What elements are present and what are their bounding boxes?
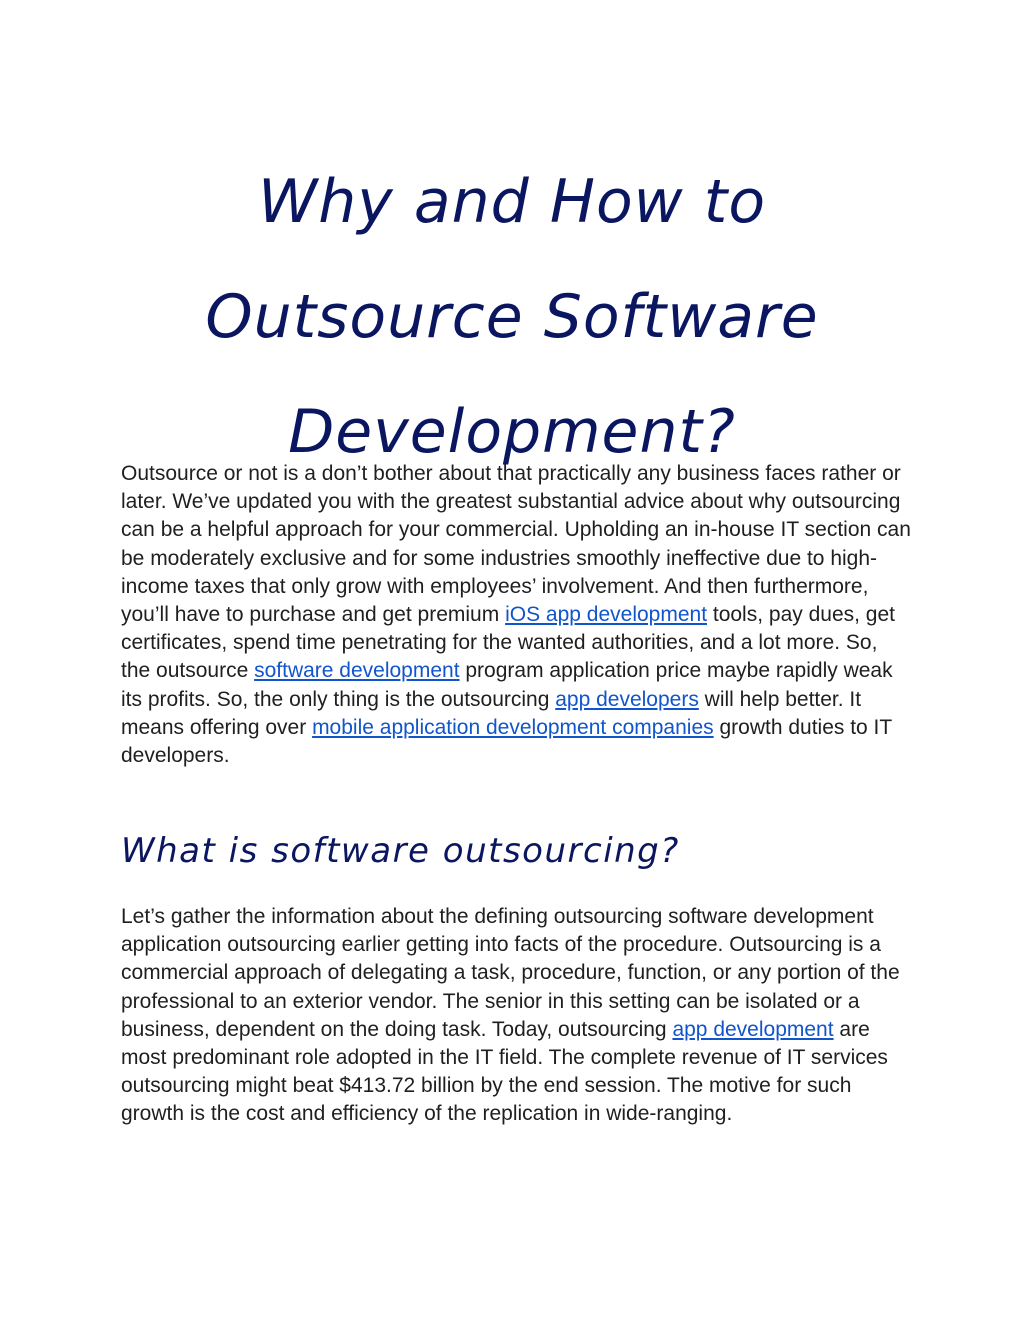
intro-paragraph [121, 460, 911, 770]
title-line-2: Outsource Software [205, 282, 819, 352]
intro-text-3: program application price maybe rapidly weak its profits. So, the only thing is the outsourcing [121, 659, 893, 711]
section-heading: What is software outsourcing? [121, 831, 680, 871]
mobile-application-development-companies-link[interactable]: mobile application development companies [312, 715, 714, 739]
intro-text-2: tools, pay dues, get certificates, spend time penetrating for the wanted authorities, and a lot more. So, the outsource [121, 603, 895, 683]
app-development-link[interactable]: app development [672, 1017, 834, 1041]
section-text-1: Let’s gather the information about the defining outsourcing software development application outsourcing earlier getting into facts of the procedure. Outsourcing is a commercial approach of delegating a task, procedure, function, or any portion of the professional to an exterior vendor. The senior in this setting can be isolated or a business, dependent on the doing task. Today, outsourcing [121, 905, 900, 1041]
software-development-link[interactable]: software development [254, 659, 460, 683]
section-text-2: are most predominant role adopted in the IT field. The complete revenue of IT services outsourcing might beat $413.72 billion by the end session. The motive for such growth is the cost and efficiency of the replication in wide-ranging. [121, 1017, 888, 1126]
intro-text-4: will help better. It means offering over [121, 687, 862, 739]
title-line-3: Development? [288, 397, 736, 467]
page-title [100, 145, 924, 490]
app-developers-link[interactable]: app developers [555, 687, 699, 711]
title-line-1: Why and How to [257, 167, 767, 237]
intro-text-5: growth duties to IT developers. [121, 715, 892, 768]
intro-text-1: Outsource or not is a don’t bother about that practically any business faces rather or later. We’ve updated you with the greatest substantial advice about why outsourcing can be a helpful approach for your commercial. Upholding an in-house IT section can be moderately exclusive and for some industries smoothly ineffective due to high-income taxes that only grow with employees’ involvement. And then furthermore, you’ll have to purchase and get premium [121, 462, 911, 627]
section-paragraph [121, 903, 911, 1129]
ios-app-development-link[interactable]: iOS app development [505, 603, 708, 627]
